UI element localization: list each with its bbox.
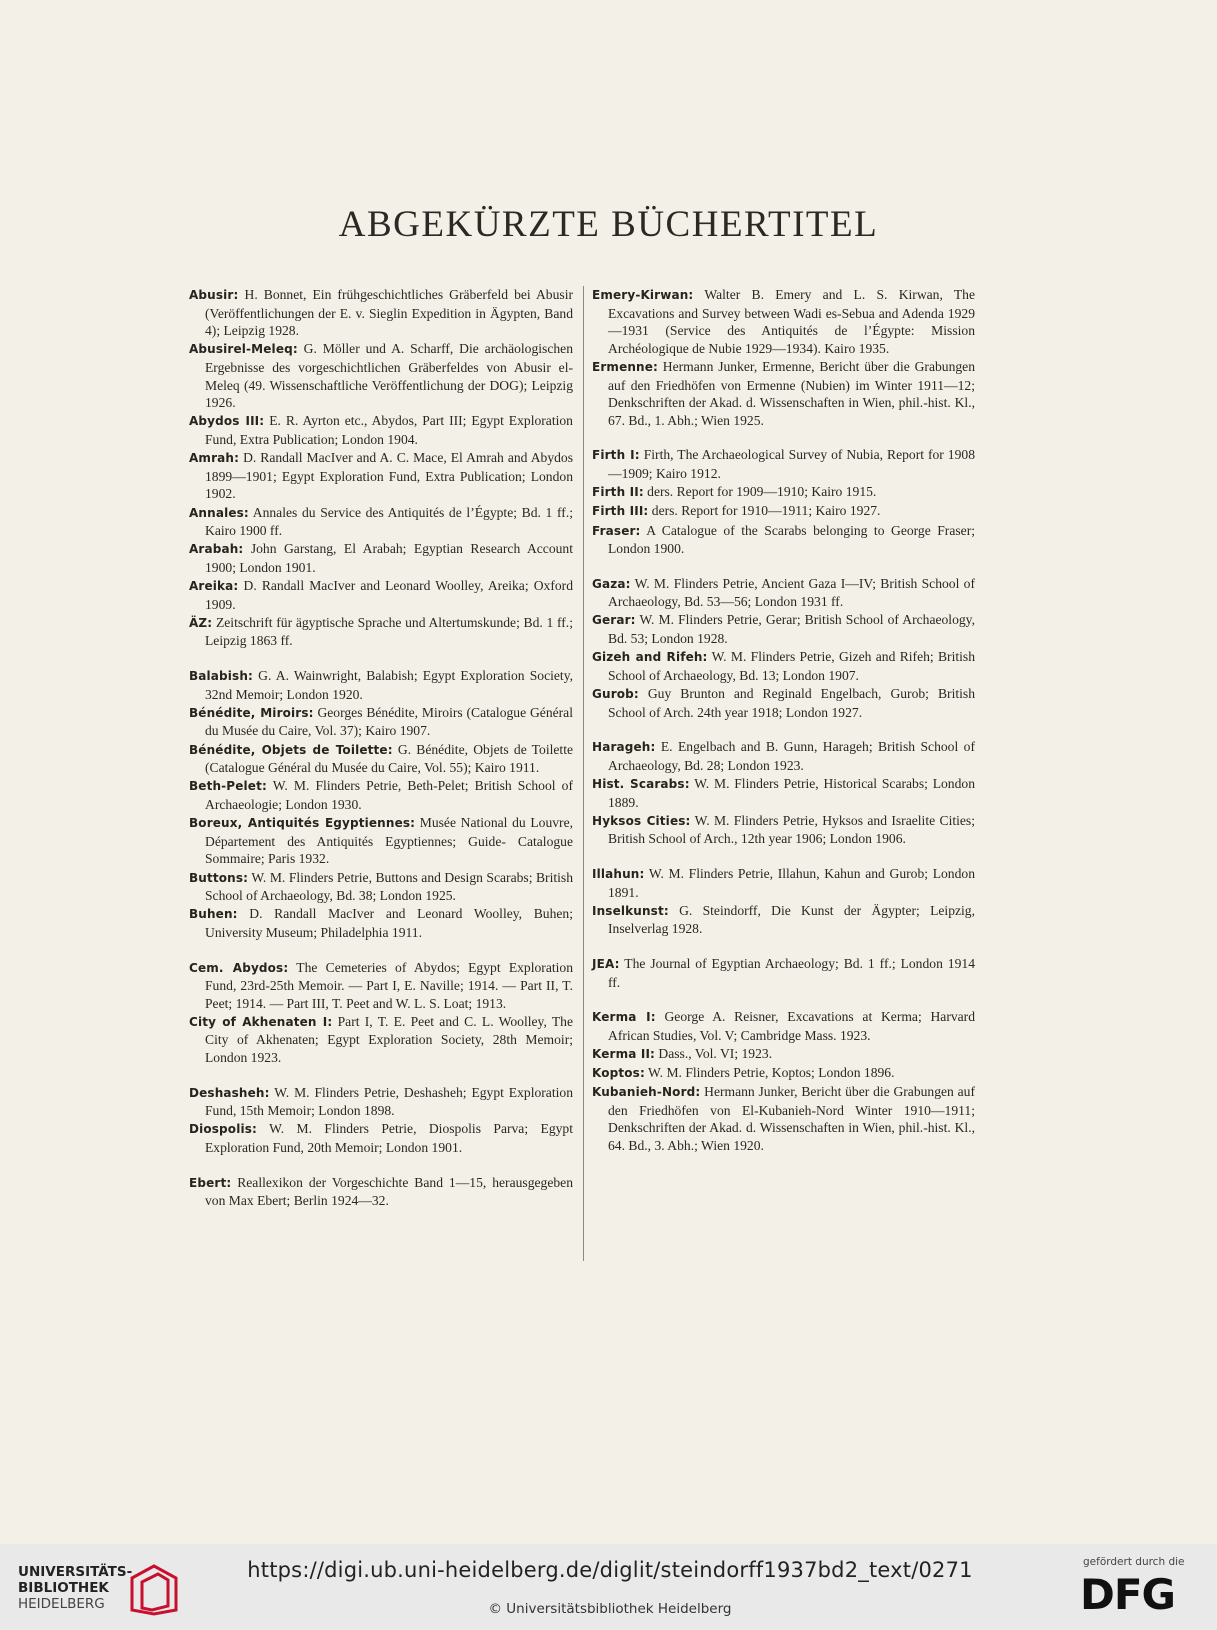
entry-citation: E. Engelbach and B. Gunn, Harageh; British School of Archaeology, Bd. 28; London 1923. (608, 739, 975, 773)
entry-citation: W. M. Flinders Petrie, Koptos; London 1896. (644, 1065, 895, 1081)
entry-abbreviation: Firth III: (592, 504, 649, 519)
entry-citation: The Cemeteries of Abydos; Egypt Exploration Fund, 23rd-25th Memoir. — Part I, E. Naville; 1914. — Part II, T. Peet; 1914. — Part III, T. Peet and W. L. S. Loat; 1913. (205, 959, 573, 1011)
entry-citation: Part I, T. E. Peet and C. L. Woolley, The City of Akhenaten; Egypt Exploration Society, 28th Memoir; London 1923. (205, 1013, 573, 1066)
entry-abbreviation: Areika: (189, 579, 239, 594)
entry-citation: W. M. Flinders Petrie, Gizeh and Rifeh; British School of Archaeology, Bd. 13; London 1907. (608, 649, 975, 683)
entry-citation: ders. Report for 1909—1910; Kairo 1915. (643, 484, 877, 500)
bibliography-entry (592, 902, 975, 938)
entry-citation: Hermann Junker, Bericht über die Grabungen auf den Friedhöfen von El-Kubanieh-Nord Winter 1910—1911; Denkschriften der Akad. d. Wissenschaften in Wien, phil.-hist. Kl., 64. Bd., 3. Abh.; Wien 1920. (608, 1084, 975, 1154)
entry-abbreviation: Gerar: (592, 613, 636, 628)
bibliography-entry (189, 814, 573, 868)
entry-abbreviation: Gaza: (592, 576, 631, 591)
entry-citation: G. A. Wainwright, Balabish; Egypt Exploration Society, 32nd Memoir; London 1920. (205, 668, 573, 702)
entry-citation: G. Bénédite, Objets de Toilette (Catalogue Général du Musée du Caire, Vol. 55); Kairo 1911. (205, 741, 574, 776)
entry-abbreviation: Arabah: (189, 542, 244, 557)
entry-abbreviation: Ermenne: (592, 359, 658, 374)
funding-note: gefördert durch die (1083, 1556, 1185, 1568)
entry-abbreviation: Boreux, Antiquités Egyptiennes: (189, 816, 416, 831)
entry-citation: H. Bonnet, Ein frühgeschichtliches Gräberfeld bei Abusir (Veröffentlichungen der E. v. Sieglin Expedition in Ägypten, Band 4); Leipzig 1928. (205, 287, 573, 339)
entry-citation: Annales du Service des Antiquités de l’Égypte; Bd. 1 ff.; Kairo 1900 ff. (205, 504, 573, 539)
bibliography-entry (592, 812, 975, 848)
entry-abbreviation: Beth-Pelet: (189, 779, 267, 794)
bibliography-entry (592, 1064, 975, 1083)
library-name-line3: HEIDELBERG (18, 1596, 105, 1612)
entry-abbreviation: City of Akhenaten I: (189, 1014, 333, 1029)
entry-abbreviation: Inselkunst: (592, 903, 669, 918)
bibliography-entry (189, 1174, 573, 1210)
copyright-notice: © Universitätsbibliothek Heidelberg (488, 1601, 732, 1617)
bibliography-entry (592, 483, 975, 502)
entry-citation: A Catalogue of the Scarabs belonging to George Fraser; London 1900. (608, 522, 975, 557)
bibliography-entry (189, 1120, 573, 1156)
bibliography-entry (592, 446, 975, 482)
entry-abbreviation: Fraser: (592, 523, 641, 538)
bibliography-entry (189, 741, 573, 777)
bibliography-entry (189, 1013, 573, 1067)
entry-citation: Zeitschrift für ägyptische Sprache und Altertumskunde; Bd. 1 ff.; Leipzig 1863 ff. (205, 614, 573, 649)
bibliography-entry (189, 869, 573, 905)
bibliography-entry (592, 502, 975, 521)
entry-citation: W. M. Flinders Petrie, Diospolis Parva; Egypt Exploration Fund, 20th Memoir; London 1901. (205, 1121, 573, 1156)
entry-abbreviation: Annales: (189, 505, 249, 520)
bibliography-entry (592, 611, 975, 647)
entry-abbreviation: Bénédite, Miroirs: (189, 705, 314, 720)
bibliography-entry (592, 358, 975, 429)
bibliography-entry (189, 412, 573, 448)
entry-abbreviation: Bénédite, Objets de Toilette: (189, 742, 393, 757)
bibliography-entry (189, 777, 573, 813)
entry-citation: G. Steindorff, Die Kunst der Ägypter; Leipzig, Inselverlag 1928. (608, 902, 975, 937)
bibliography-entry (189, 959, 573, 1013)
dfg-logo[interactable]: DFG (1080, 1570, 1176, 1619)
bibliography-entry (592, 522, 975, 558)
entry-abbreviation: Gizeh and Rifeh: (592, 650, 708, 665)
bibliography-entry (592, 955, 975, 991)
entry-citation: W. M. Flinders Petrie, Ancient Gaza I—IV; British School of Archaeology, Bd. 53—56; London 1931 ff. (608, 575, 975, 610)
bibliography-entry (189, 504, 573, 540)
bibliography-entry (189, 540, 573, 576)
bibliography-entry (592, 685, 975, 721)
right-column (592, 286, 975, 1155)
entry-abbreviation: ÄZ: (189, 615, 213, 630)
entry-abbreviation: Gurob: (592, 687, 639, 702)
bibliography-entry (592, 1008, 975, 1044)
bibliography-entry (189, 577, 573, 613)
entry-abbreviation: Abydos III: (189, 414, 265, 429)
entry-abbreviation: Ebert: (189, 1175, 232, 1190)
entry-abbreviation: Cem. Abydos: (189, 960, 289, 975)
entry-abbreviation: Firth I: (592, 448, 640, 463)
entry-abbreviation: Diospolis: (189, 1122, 257, 1137)
library-logo[interactable] (18, 1564, 193, 1616)
entry-citation: The Journal of Egyptian Archaeology; Bd. 1 ff.; London 1914 ff. (608, 955, 975, 990)
entry-citation: D. Randall MacIver and Leonard Woolley, Areika; Oxford 1909. (205, 578, 573, 612)
bibliography-entry (592, 1083, 975, 1154)
library-logo-icon (128, 1564, 188, 1616)
bibliography-entry (189, 340, 573, 411)
entry-citation: G. Möller und A. Scharff, Die archäologischen Ergebnisse des vorgeschichtlichen Gräberfeldes von Abusir el-Meleq (49. Wissenschaftliche Veröffentlichung der DOG); Leipzig 1926. (205, 341, 573, 411)
entry-abbreviation: Koptos: (592, 1066, 645, 1081)
bibliography-entry (189, 1084, 573, 1120)
entry-citation: W. M. Flinders Petrie, Gerar; British School of Archaeology, Bd. 53; London 1928. (608, 612, 975, 647)
footer-bar (0, 1544, 1217, 1630)
entry-abbreviation: Deshasheh: (189, 1085, 270, 1100)
column-divider (583, 286, 584, 1261)
entry-abbreviation: Kubanieh-Nord: (592, 1085, 701, 1100)
library-name-line1: UNIVERSITÄTS- (18, 1564, 133, 1580)
document-url-link[interactable]: https://digi.ub.uni-heidelberg.de/diglit/steindorff1937bd2_text/0271 (247, 1558, 973, 1582)
entry-abbreviation: Harageh: (592, 740, 656, 755)
entry-citation: W. M. Flinders Petrie, Historical Scarabs; London 1889. (608, 776, 975, 810)
entry-citation: John Garstang, El Arabah; Egyptian Research Account 1900; London 1901. (205, 541, 573, 575)
page-title: ABGEKÜRZTE BÜCHERTITEL (338, 203, 879, 245)
entry-citation: Walter B. Emery and L. S. Kirwan, The Excavations and Survey between Wadi es-Sebua and Adenda 1929—1931 (Service des Antiquités de l’Égypte: Mission Archéologique de Nubie 1929—1934). Kairo 1935. (608, 287, 975, 356)
bibliography-entry (592, 1045, 975, 1064)
entry-citation: D. Randall MacIver and Leonard Woolley, Buhen; University Museum; Philadelphia 1911. (205, 906, 573, 940)
entry-abbreviation: Buttons: (189, 870, 249, 885)
entry-citation: Guy Brunton and Reginald Engelbach, Gurob; British School of Arch. 24th year 1918; London 1927. (608, 686, 975, 720)
entry-abbreviation: Abusir: (189, 288, 239, 302)
bibliography-entry (592, 648, 975, 684)
entry-abbreviation: JEA: (592, 956, 620, 971)
entry-abbreviation: Balabish: (189, 669, 253, 684)
entry-citation: Firth, The Archaeological Survey of Nubia, Report for 1908—1909; Kairo 1912. (608, 447, 975, 481)
left-column (189, 286, 573, 1210)
entry-citation: ders. Report for 1910—1911; Kairo 1927. (648, 503, 881, 519)
bibliography-entry (592, 865, 975, 901)
entry-citation: Georges Bénédite, Miroirs (Catalogue Général du Musée du Caire, Vol. 37); Kairo 1907. (205, 704, 573, 739)
bibliography-entry (189, 286, 573, 340)
bibliography-entry (592, 775, 975, 811)
entry-abbreviation: Kerma II: (592, 1046, 656, 1061)
entry-citation: W. M. Flinders Petrie, Deshasheh; Egypt Exploration Fund, 15th Memoir; London 1898. (205, 1084, 573, 1119)
entry-citation: Musée National du Louvre, Département des Antiquités Egyptiennes; Guide- Catalogue Sommaire; Paris 1932. (205, 815, 574, 867)
entry-citation: W. M. Flinders Petrie, Buttons and Design Scarabs; British School of Archaeology, Bd. 38; London 1925. (205, 869, 573, 904)
entry-citation: George A. Reisner, Excavations at Kerma; Harvard African Studies, Vol. V; Cambridge Mass. 1923. (608, 1009, 976, 1043)
entry-citation: D. Randall MacIver and A. C. Mace, El Amrah and Abydos 1899—1901; Egypt Exploration Fund, Extra Publication; London 1902. (205, 450, 573, 502)
entry-citation: Hermann Junker, Ermenne, Bericht über die Grabungen auf den Friedhöfen von Ermenne (Nubien) im Winter 1911—12; Denkschriften der Akad. d. Wissenschaften in Wien, phil.-hist. Kl., 67. Bd., 1. Abh.; Wien 1925. (608, 358, 975, 428)
library-name-line2: BIBLIOTHEK (18, 1580, 109, 1596)
entry-abbreviation: Buhen: (189, 907, 238, 922)
bibliography-entry (189, 905, 573, 941)
bibliography-entry (189, 704, 573, 740)
bibliography-entry (592, 738, 975, 774)
entry-abbreviation: Hyksos Cities: (592, 813, 691, 828)
entry-abbreviation: Emery-Kirwan: (592, 288, 694, 302)
entry-citation: E. R. Ayrton etc., Abydos, Part III; Egypt Exploration Fund, Extra Publication; London 1904. (205, 413, 573, 447)
entry-citation: Reallexikon der Vorgeschichte Band 1—15, herausgegeben von Max Ebert; Berlin 1924—32. (205, 1174, 573, 1209)
entry-abbreviation: Hist. Scarabs: (592, 777, 690, 791)
entry-citation: Dass., Vol. VI; 1923. (655, 1045, 773, 1061)
bibliography-entry (189, 449, 573, 503)
entry-abbreviation: Kerma I: (592, 1010, 656, 1025)
entry-citation: W. M. Flinders Petrie, Illahun, Kahun and Gurob; London 1891. (608, 865, 975, 900)
entry-abbreviation: Firth II: (592, 485, 644, 500)
entry-citation: W. M. Flinders Petrie, Beth-Pelet; British School of Archaeologie; London 1930. (205, 778, 573, 812)
bibliography-entry (189, 614, 573, 650)
bibliography-entry (592, 286, 975, 357)
bibliography-entry (189, 667, 573, 703)
entry-abbreviation: Abusirel-Meleq: (189, 342, 298, 357)
entry-citation: W. M. Flinders Petrie, Hyksos and Israelite Cities; British School of Arch., 12th year 1906; London 1906. (608, 812, 975, 847)
bibliography-entry (592, 575, 975, 611)
entry-abbreviation: Illahun: (592, 866, 645, 881)
entry-abbreviation: Amrah: (189, 451, 240, 466)
